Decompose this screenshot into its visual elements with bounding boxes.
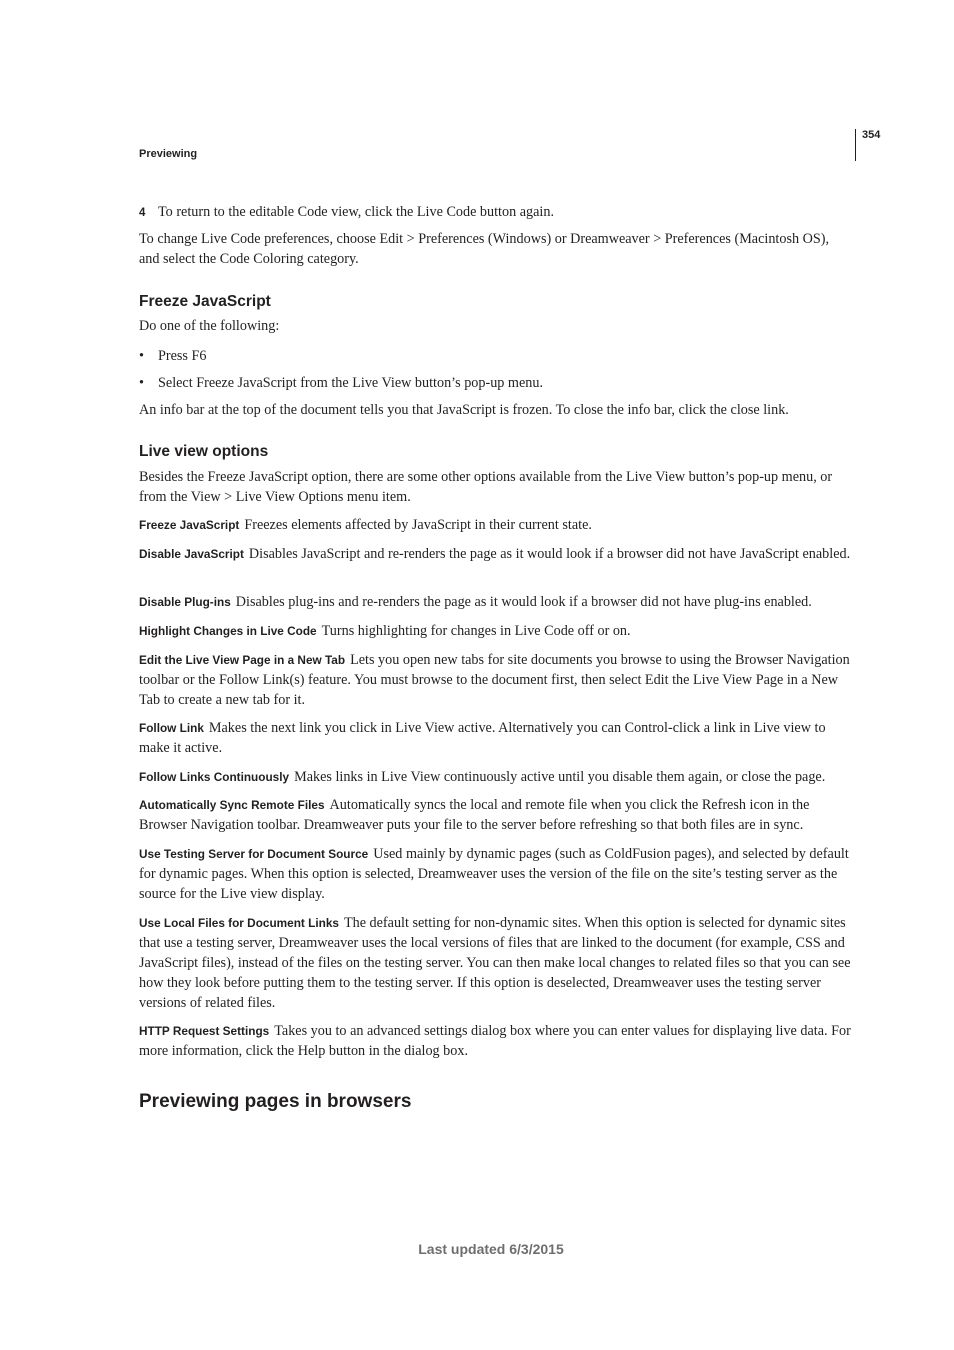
option-follow-links-continuously xyxy=(139,767,853,787)
option-highlight-changes xyxy=(139,621,853,641)
freeze-javascript-heading: Freeze JavaScript xyxy=(139,293,271,310)
option-term: Highlight Changes in Live Code xyxy=(139,624,317,638)
bullet-item: • Select Freeze JavaScript from the Live View button’s pop-up menu. xyxy=(139,375,544,391)
option-term: Freeze JavaScript xyxy=(139,518,240,532)
option-term: Disable JavaScript xyxy=(139,547,244,561)
bullet-icon: • xyxy=(139,348,144,364)
last-updated-footer: Last updated 6/3/2015 xyxy=(418,1241,564,1257)
freeze-info-paragraph: An info bar at the top of the document tells you that JavaScript is frozen. To close the info bar, click the close link. xyxy=(139,402,789,418)
step-number: 4 xyxy=(139,207,146,219)
option-freeze-javascript xyxy=(139,515,853,535)
option-desc: Makes links in Live View continuously active until you disable them again, or close the page. xyxy=(294,769,826,785)
step-text: To return to the editable Code view, click the Live Code button again. xyxy=(158,204,555,220)
live-view-options-heading: Live view options xyxy=(139,443,269,460)
option-disable-javascript xyxy=(139,544,853,564)
option-use-local-files xyxy=(139,913,853,1013)
page-number: 354 xyxy=(862,129,881,141)
option-desc: Disables JavaScript and re-renders the page as it would look if a browser did not have JavaScript enabled. xyxy=(248,546,851,562)
running-head: Previewing xyxy=(139,148,198,160)
option-term: Disable Plug-ins xyxy=(139,595,231,609)
previewing-pages-heading: Previewing pages in browsers xyxy=(139,1091,412,1112)
option-term: Edit the Live View Page in a New Tab xyxy=(139,653,346,667)
option-term: Automatically Sync Remote Files xyxy=(139,798,325,812)
bullet-item: • Press F6 xyxy=(139,348,207,364)
option-desc: Disables plug-ins and re-renders the page as it would look if a browser did not have plug-ins enabled. xyxy=(235,594,812,610)
option-disable-plugins xyxy=(139,592,853,612)
option-desc: Turns highlighting for changes in Live Code off or on. xyxy=(321,623,631,639)
option-desc: Lets you open new tabs for site documents you browse to using the Browser Navigation toolbar or the Follow Link(s) feature. You must browse to the document first, then select Edit the Live View Page in a New Tab to create a new tab for it. xyxy=(139,652,850,708)
option-desc: Used mainly by dynamic pages (such as ColdFusion pages), and selected by default for dynamic pages. When this option is selected, Dreamweaver uses the version of the file on the site’s testing server as the source for the Live view display. xyxy=(139,846,849,902)
option-term: Follow Links Continuously xyxy=(139,770,290,784)
option-follow-link xyxy=(139,718,853,758)
bullet-icon: • xyxy=(139,375,144,391)
option-edit-in-new-tab xyxy=(139,650,853,710)
option-desc: The default setting for non-dynamic sites. When this option is selected for dynamic sites that use a testing server, Dreamweaver uses the local versions of files that are linked to the document (for example, CSS and JavaScript files), instead of the files on the testing server. You can then make local changes to related files so that you can see how they look before putting them to the testing server. If this option is deselected, Dreamweaver uses the testing server versions of related files. xyxy=(139,915,851,1011)
freeze-intro: Do one of the following: xyxy=(139,318,280,334)
option-desc: Takes you to an advanced settings dialog box where you can enter values for displaying live data. For more information, click the Help button in the dialog box. xyxy=(139,1023,851,1059)
live-code-prefs-paragraph: To change Live Code preferences, choose Edit > Preferences (Windows) or Dreamweaver > Preferences (Macintosh OS), and select the Code Coloring category. xyxy=(139,231,830,267)
option-term: HTTP Request Settings xyxy=(139,1024,270,1038)
option-auto-sync-remote xyxy=(139,795,853,835)
option-term: Use Local Files for Document Links xyxy=(139,916,339,930)
option-term: Follow Link xyxy=(139,721,204,735)
live-view-intro: Besides the Freeze JavaScript option, there are some other options available from the Live View button’s pop-up menu, or from the View > Live View Options menu item. xyxy=(139,469,833,505)
step-4 xyxy=(139,202,853,223)
option-desc: Freezes elements affected by JavaScript in their current state. xyxy=(244,517,592,533)
option-term: Use Testing Server for Document Source xyxy=(139,847,369,861)
option-desc: Automatically syncs the local and remote file when you click the Refresh icon in the Browser Navigation toolbar. Dreamweaver puts your file to the server before refreshing so that both files are in sync. xyxy=(139,797,810,833)
option-desc: Makes the next link you click in Live View active. Alternatively you can Control-click a link in Live view to make it active. xyxy=(139,720,826,756)
page-number-rule xyxy=(855,129,856,161)
option-http-request-settings xyxy=(139,1021,853,1061)
option-use-testing-server xyxy=(139,844,853,904)
